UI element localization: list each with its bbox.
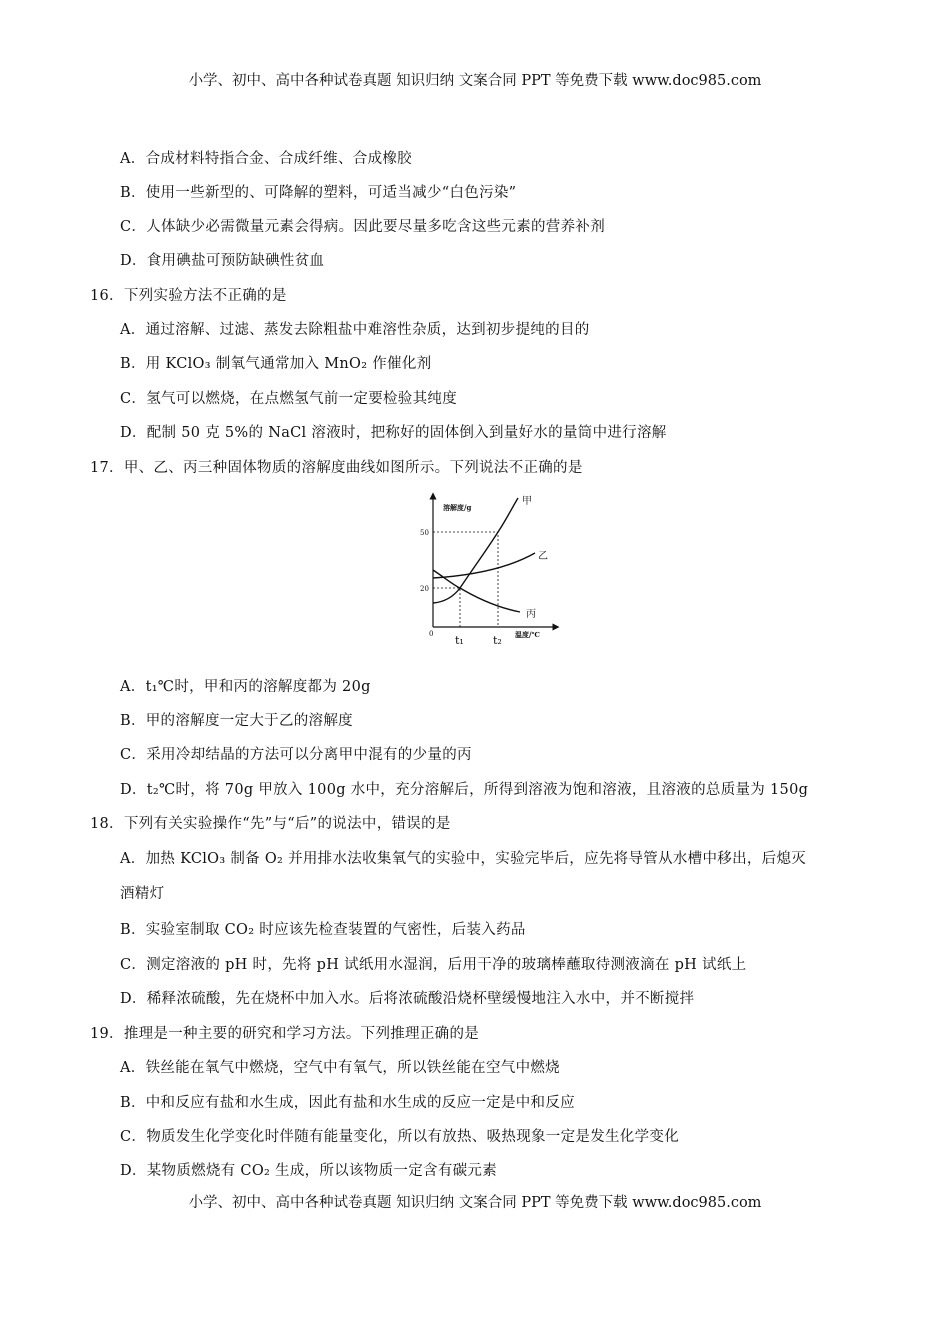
q19-stem: 19．推理是一种主要的研究和学习方法。下列推理正确的是 [90,1026,480,1042]
q15-option-a: A．合成材料特指合金、合成纤维、合成橡胶 [120,151,412,167]
q16-stem: 16．下列实验方法不正确的是 [90,288,287,304]
q15-option-c: C．人体缺少必需微量元素会得病。因此要尽量多吃含这些元素的营养补剂 [120,219,605,235]
q18-stem: 18．下列有关实验操作“先”与“后”的说法中，错误的是 [90,816,451,832]
q18-option-c: C．测定溶液的 pH 时，先将 pH 试纸用水湿润，后用干净的玻璃棒蘸取待测液滴在 pH 试纸上 [120,957,747,973]
q19-option-b: B．中和反应有盐和水生成，因此有盐和水生成的反应一定是中和反应 [120,1095,575,1111]
q18-option-a: A．加热 KClO₃ 制备 O₂ 并用排水法收集氧气的实验中，实验完毕后，应先将导管从水槽中移出，后熄灭 [120,851,807,867]
y-tick-50: 50 [420,529,429,537]
q19-option-a: A．铁丝能在氧气中燃烧，空气中有氧气，所以铁丝能在空气中燃烧 [120,1060,560,1076]
curve-jia [433,498,518,603]
q17-stem: 17．甲、乙、丙三种固体物质的溶解度曲线如图所示。下列说法不正确的是 [90,460,583,476]
q15-option-d: D．食用碘盐可预防缺碘性贫血 [120,253,325,269]
q18-option-b: B．实验室制取 CO₂ 时应该先检查装置的气密性，后装入药品 [120,922,526,938]
q18-option-a-cont: 酒精灯 [120,886,165,902]
q17-option-d: D．t₂℃时，将 70g 甲放入 100g 水中，充分溶解后，所得到溶液为饱和溶液，且溶液的总质量为 150g [120,782,809,798]
solubility-curve-figure [410,490,560,650]
q19-option-c: C．物质发生化学变化时伴随有能量变化，所以有放热、吸热现象一定是发生化学变化 [120,1129,679,1145]
x-axis-label: 温度/℃ [515,630,540,639]
page-header: 小学、初中、高中各种试卷真题 知识归纳 文案合同 PPT 等免费下载 www.doc985.com [188,73,762,89]
q17-option-c: C．采用冷却结晶的方法可以分离甲中混有的少量的丙 [120,747,472,763]
origin-label: 0 [429,630,434,638]
label-bing: 丙 [526,609,536,620]
q16-option-c: C．氢气可以燃烧，在点燃氢气前一定要检验其纯度 [120,391,457,407]
curve-yi [433,553,535,578]
q17-option-b: B．甲的溶解度一定大于乙的溶解度 [120,713,353,729]
page-footer: 小学、初中、高中各种试卷真题 知识归纳 文案合同 PPT 等免费下载 www.doc985.com [188,1195,762,1211]
y-axis-label: 溶解度/g [443,503,472,512]
q17-option-a: A．t₁℃时，甲和丙的溶解度都为 20g [120,679,371,695]
q16-option-b: B．用 KClO₃ 制氧气通常加入 MnO₂ 作催化剂 [120,356,432,372]
x-tick-t1: t₁ [455,634,464,647]
y-tick-20: 20 [420,585,429,593]
q18-option-d: D．稀释浓硫酸，先在烧杯中加入水。后将浓硫酸沿烧杯壁缓慢地注入水中，并不断搅拌 [120,991,695,1007]
label-yi: 乙 [538,551,548,562]
q15-option-b: B．使用一些新型的、可降解的塑料，可适当减少“白色污染” [120,185,517,201]
q19-option-d: D．某物质燃烧有 CO₂ 生成，所以该物质一定含有碳元素 [120,1163,498,1179]
x-tick-t2: t₂ [493,634,502,647]
q16-option-d: D．配制 50 克 5%的 NaCl 溶液时，把称好的固体倒入到量好水的量筒中进行溶解 [120,425,667,441]
q16-option-a: A．通过溶解、过滤、蒸发去除粗盐中难溶性杂质，达到初步提纯的目的 [120,322,590,338]
label-jia: 甲 [522,496,532,507]
guide-20-t1 [433,588,460,627]
